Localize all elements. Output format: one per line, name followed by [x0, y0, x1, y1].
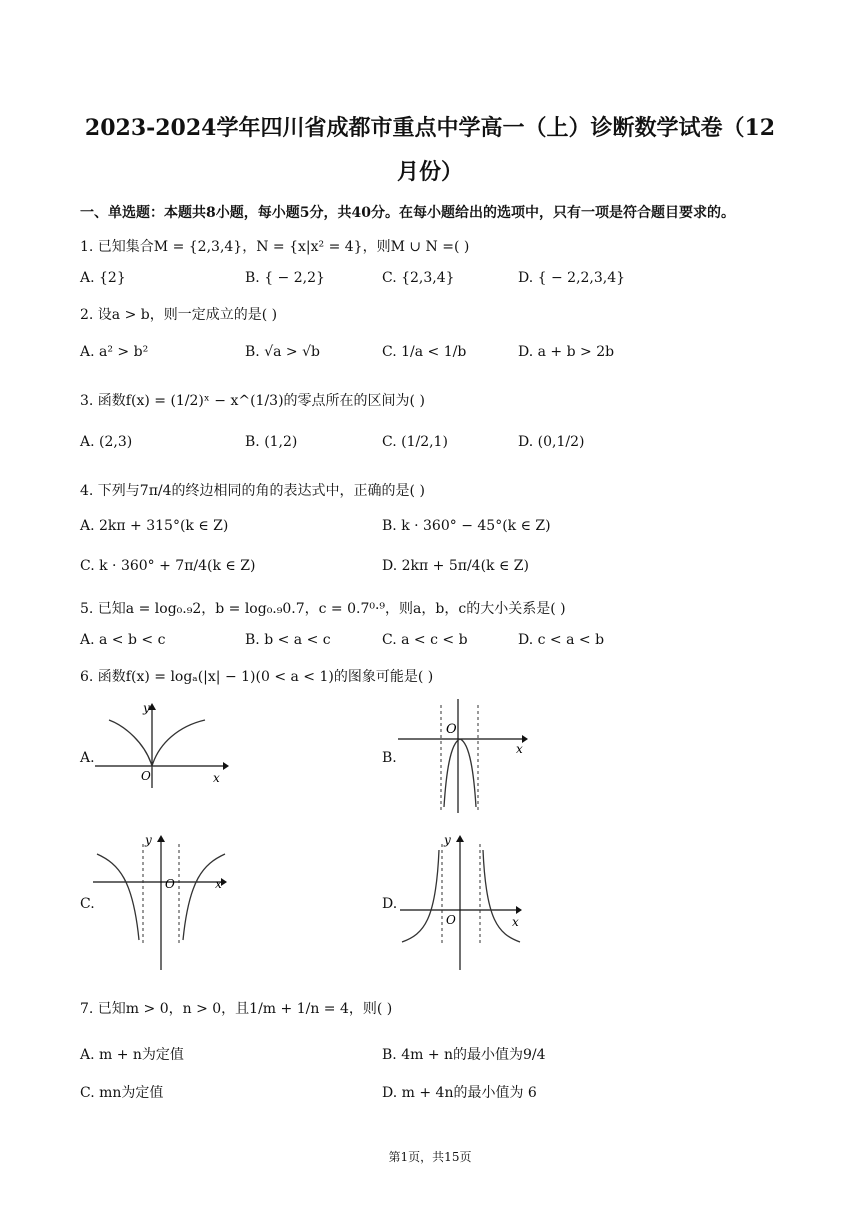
- q1-option-a: A. {2}: [80, 270, 126, 286]
- graph-d-y-label: y: [444, 833, 451, 847]
- q6-option-d: D.: [382, 896, 398, 912]
- q2-option-d: D. a + b > 2b: [518, 344, 615, 360]
- question-3-stem: 3. 函数f(x) = (1/2)ˣ − x^(1/3)的零点所在的区间为( ): [80, 393, 425, 409]
- question-2-stem: 2. 设a > b，则一定成立的是( ): [80, 307, 278, 323]
- graph-d-x-label: x: [512, 915, 519, 929]
- section-heading: 一、单选题：本题共8小题，每小题5分，共40分。在每小题给出的选项中，只有一项是符合题目要求的。: [80, 205, 735, 221]
- title-line-1: 2023-2024学年四川省成都市重点中学高一（上）诊断数学试卷（12: [84, 115, 776, 141]
- q4-option-a: A. 2kπ + 315°(k ∈ Z): [80, 518, 229, 534]
- q5-option-b: B. b < a < c: [245, 632, 331, 648]
- question-5-stem: 5. 已知a = log₀.₉2，b = log₀.₉0.7，c = 0.7⁰·⁹，则a，b，c的大小关系是( ): [80, 601, 566, 617]
- q1-option-b: B. { − 2,2}: [245, 270, 325, 286]
- q4-option-d: D. 2kπ + 5π/4(k ∈ Z): [382, 558, 529, 574]
- graph-d-origin-label: O: [446, 913, 456, 927]
- q2-option-c: C. 1/a < 1/b: [382, 344, 467, 360]
- q5-option-a: A. a < b < c: [80, 632, 166, 648]
- q7-option-d: D. m + 4n的最小值为 6: [382, 1085, 537, 1101]
- q5-option-c: C. a < c < b: [382, 632, 468, 648]
- q6-option-a: A.: [80, 750, 95, 766]
- q6-option-b: B.: [382, 750, 397, 766]
- question-7-stem: 7. 已知m > 0，n > 0，且1/m + 1/n = 4，则( ): [80, 1001, 393, 1017]
- title-line-2: 月份）: [396, 159, 463, 185]
- question-1-stem: 1. 已知集合M = {2,3,4}，N = {x|x² = 4}，则M ∪ N =( ): [80, 239, 470, 255]
- q5-option-d: D. c < a < b: [518, 632, 605, 648]
- q3-option-c: C. (1/2,1): [382, 434, 448, 450]
- graph-b-x-label: x: [516, 742, 523, 756]
- question-6-stem: 6. 函数f(x) = logₐ(|x| − 1)(0 < a < 1)的图象可能是( ): [80, 669, 434, 685]
- question-4-stem: 4. 下列与7π/4的终边相同的角的表达式中，正确的是( ): [80, 483, 425, 499]
- q3-option-d: D. (0,1/2): [518, 434, 585, 450]
- q6-graph-a: [95, 698, 230, 788]
- graph-c-x-label: x: [215, 877, 222, 891]
- page-footer: 第1页，共15页: [388, 1150, 472, 1164]
- graph-b-origin-label: O: [446, 722, 457, 737]
- graph-c-y-label: y: [145, 833, 152, 847]
- q4-option-b: B. k · 360° − 45°(k ∈ Z): [382, 518, 551, 534]
- q1-option-d: D. { − 2,2,3,4}: [518, 270, 626, 286]
- q2-option-a: A. a² > b²: [80, 344, 149, 360]
- q3-option-a: A. (2,3): [80, 434, 133, 450]
- q2-option-b: B. √a > √b: [245, 344, 320, 360]
- graph-a-x-label: x: [213, 771, 220, 785]
- graph-c-origin-label: O: [165, 877, 175, 891]
- q4-option-c: C. k · 360° + 7π/4(k ∈ Z): [80, 558, 256, 574]
- graph-a-origin-label: O: [141, 769, 151, 783]
- q1-option-c: C. {2,3,4}: [382, 270, 455, 286]
- q7-option-a: A. m + n为定值: [80, 1047, 184, 1063]
- q6-graph-c: [93, 830, 233, 972]
- q6-option-c: C.: [80, 896, 95, 912]
- q6-graph-d: [400, 830, 530, 972]
- graph-a-y-label: y: [143, 701, 150, 715]
- q6-graph-b: [398, 695, 533, 813]
- q7-option-b: B. 4m + n的最小值为9/4: [382, 1047, 546, 1063]
- q3-option-b: B. (1,2): [245, 434, 298, 450]
- q7-option-c: C. mn为定值: [80, 1085, 164, 1101]
